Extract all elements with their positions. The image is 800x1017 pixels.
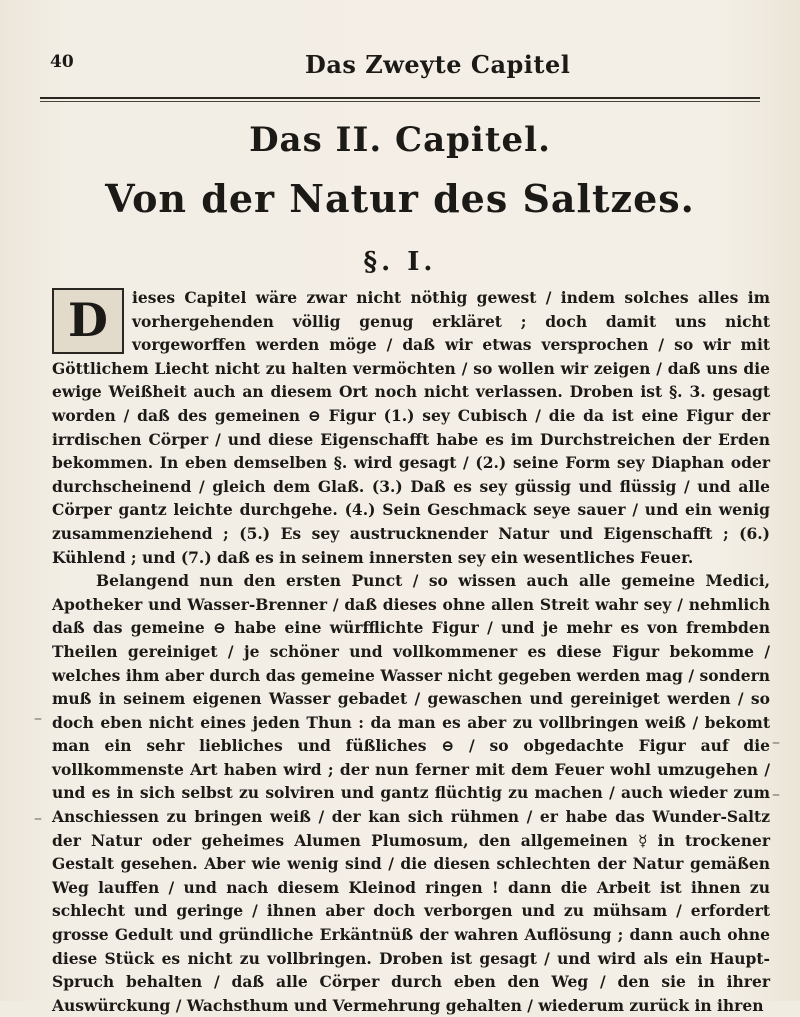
section-title: Von der Natur des Saltzes. [105,176,695,221]
decorated-initial: D [52,288,124,354]
body-text [52,286,770,1017]
margin-dash-mark: – [772,732,780,751]
running-head-title: Das Zweyte Capitel [305,50,571,79]
header-rule-thin [40,101,760,102]
paragraph-number: §. I. [363,247,437,277]
paragraph-1 [52,286,770,569]
running-head [50,52,765,92]
margin-dash-mark: – [772,784,780,803]
paragraph-2: Belangend nun den ersten Punct / so wissen auch alle gemeine Medici, Apotheker und Wasser-Brenner / daß dieses ohne allen Streit wahr sey / nehmlich daß das gemeine ⊖ habe eine würfflichte Figur / und je mehr es von frembden Theilen gereiniget / je schöner und vollkommener es diese Figur bekomme / welches ihm aber durch das gemeine Wasser nicht gegeben werden mag / sondern muß in seinem eigenen Wasser gebadet / gewaschen und gereiniget werden / so doch eben nicht eines jeden Thun : da man es aber zu vollbringen weiß / bekomt man ein sehr liebliches und füßliches ⊖ / so obgedachte Figur auf die vollkommenste Art haben wird ; der nun ferner mit dem Feuer wohl umzugehen / und es in sich selbst zu solviren und gantz flüchtig zu machen / auch wieder zum Anschiessen zu bringen weiß / der kan sich rühmen / er habe das Wunder-Saltz der Natur oder geheimes Alumen Plumosum, den allgemeinen ☿ in trockener Gestalt gesehen. Aber wie wenig sind / die diesen schlechten der Natur gemäßen Weg lauffen / und nach diesem Kleinod ringen ! dann die Arbeit ist ihnen zu schlecht und geringe / ihnen aber doch verborgen und zu mühsam / erfordert grosse Gedult und gründliche Erkäntnüß der wahren Auflösung ; dann auch ohne diese Stück es nicht zu vollbringen. Droben ist gesagt / und wird als ein Haupt-Spruch behalten / daß alle Cörper durch eben den Weg / den sie in ihrer Auswürckung / Wachsthum und Vermehrung gehalten / wiederum zurück in ihren [52,571,770,1015]
page-number: 40 [50,52,74,72]
chapter-title: Das II. Capitel. [249,120,551,160]
paragraph-1-text: ieses Capitel wäre zwar nicht nöthig gewest / indem solches alles im vorhergehenden völlig genug erkläret ; doch damit uns nicht vorgeworffen werden möge / daß wir etwas versprochen / so wir mit Göttlichem Liecht nicht zu halten vermöchten / so wollen wir zeigen / daß uns die ewige Weißheit auch an diesem Ort noch nicht verlassen. Droben ist §. 3. gesagt worden / daß des gemeinen ⊖ Figur (1.) sey Cubisch / die da ist eine Figur der irrdischen Cörper / und diese Eigenschafft habe es im Durchstreichen der Erden bekommen. In eben demselben §. wird gesagt / (2.) seine Form sey Diaphan oder durchscheinend / gleich dem Glaß. (3.) Daß es sey güssig und flüssig / und alle Cörper gantz leichte durchgehe. (4.) Sein Geschmack seye sauer / und ein wenig zusammenziehend ; (5.) Es sey austrucknender Natur und Eigenschafft ; (6.) Kühlend ; und (7.) daß es in seinem innersten sey ein wesentliches Feuer. [52,288,770,567]
margin-dash-mark: – [34,708,42,727]
header-rule [40,97,760,99]
margin-dash-mark: – [34,808,42,827]
